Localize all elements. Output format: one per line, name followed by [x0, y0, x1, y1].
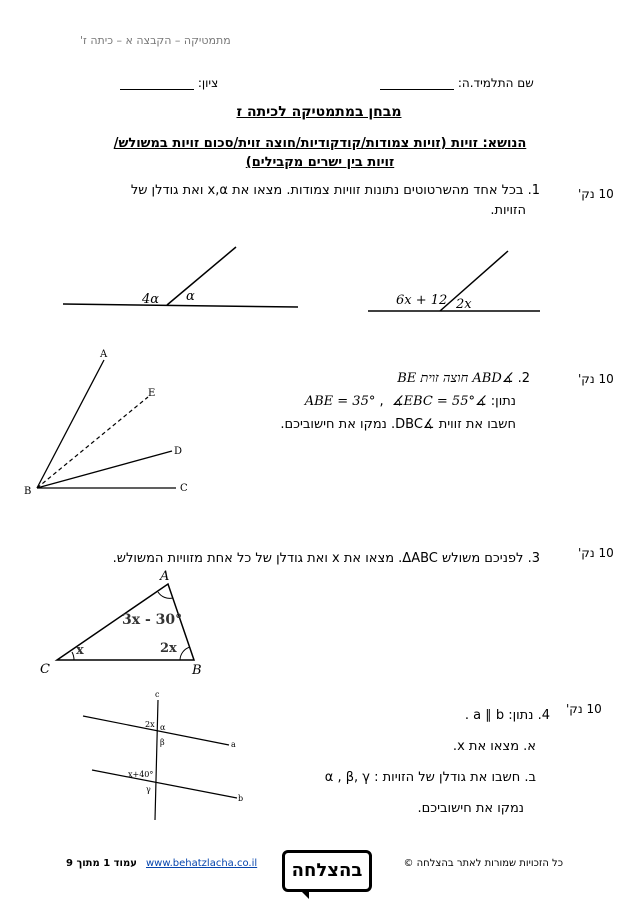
q4-label-beta: β — [160, 738, 165, 747]
q3-text-body: לפניכם משולש ΔABC. מצאו את x ואת גודלן של כל אחת מזוויות המשולש. — [112, 551, 524, 566]
q4-number: 4. — [537, 708, 550, 723]
q2-line-1: ∡ABD חוצה זוית BE — [397, 371, 514, 386]
q1-left-ray — [167, 247, 236, 305]
q4-part-a: א. מצאו את x. — [452, 739, 536, 754]
q1-left-label-a: α — [186, 289, 195, 304]
q4-points: 10 נק' — [566, 702, 602, 716]
q2-text: 2. ∡ABD חוצה זוית BE נתון: ∡ABE = 35° , ∡EBC = 55° חשבו את זווית ∡DBC. נמקו את חישוביכם. — [250, 367, 530, 436]
topic-line-2: זויות בין ישרים מקבילים) — [245, 155, 395, 170]
q1-right-label-expr: 6x + 12 — [396, 293, 448, 308]
q1-text-line-1: בכל אחד מהשרטוטים נתונות זוויות צמודות. מצאו את x,α ואת גודלן של — [130, 183, 524, 198]
q2-label-e: E — [148, 388, 156, 399]
q4-label-b: b — [238, 794, 244, 803]
q2-label-d: D — [174, 446, 183, 457]
q1-text-line-2: הזויות. — [490, 203, 526, 218]
q4-line-b — [92, 770, 237, 798]
q4-text — [300, 700, 550, 824]
q2-given-prefix: נתון: — [490, 394, 516, 409]
q4-label-alpha: α — [160, 723, 166, 732]
q3-arc-b — [180, 647, 190, 660]
q2-given-abe: ∡ABE = 35° — [304, 394, 487, 409]
q4-reason: נמקו את חישוביכם. — [417, 801, 524, 816]
q4-label-gamma: γ — [146, 785, 151, 794]
q1-points: 10 נק' — [578, 187, 614, 201]
q3-label-b: B — [192, 663, 202, 678]
q1-left-base-line — [63, 304, 298, 307]
q3-label-angle-a: 3x - 30° — [122, 612, 183, 628]
topic-line-1: הנושא: זויות (זויות צמודות/קודקודיות/חוצה זוית/סכום זויות במשולש/ — [113, 136, 527, 151]
q1-right-label-2x: 2x — [456, 297, 472, 312]
page-title: מבחן במתמטיקה לכיתה ז — [236, 104, 402, 120]
q1-right-diagram — [368, 251, 540, 312]
q1-number: 1. — [527, 183, 540, 198]
q4-label-2x: 2x — [145, 720, 155, 729]
q3-points: 10 נק' — [578, 546, 614, 560]
q3-text — [100, 549, 540, 569]
footer-url-link[interactable]: www.behatzlacha.co.il — [146, 858, 258, 869]
footer-page-number: עמוד 1 מתוך 9 — [66, 858, 137, 869]
q4-label-x40: x+40° — [128, 770, 154, 779]
q2-number: 2. — [517, 371, 530, 386]
q4-line-a — [83, 716, 229, 745]
q3-label-angle-c: x — [76, 643, 84, 658]
q1-left-diagram — [63, 247, 298, 307]
header-subject: מתמטיקה – הקבצה א – כיתה ז' — [80, 34, 231, 47]
q2-diagram — [24, 349, 188, 497]
q4-label-a: a — [231, 740, 236, 749]
q1-left-label-4a: 4α — [142, 292, 160, 307]
q3-number: 3. — [527, 551, 540, 566]
q2-line-3: חשבו את זווית ∡DBC. נמקו את חישוביכם. — [280, 417, 516, 432]
q3-label-angle-b: 2x — [160, 641, 177, 656]
q2-ray-ba — [37, 360, 104, 488]
q2-ray-be — [37, 397, 148, 488]
q3-label-a: A — [160, 569, 170, 584]
q2-label-b: B — [24, 486, 32, 497]
grade-label: ציון: — [197, 76, 219, 90]
q1-right-ray — [440, 251, 508, 311]
student-name-label: שם התלמיד.ה: — [457, 76, 534, 90]
q4-given: נתון: a ∥ b . — [464, 708, 534, 723]
q2-points: 10 נק' — [578, 372, 614, 386]
q3-label-c: C — [40, 662, 50, 677]
q3-arc-c — [72, 652, 74, 660]
q3-triangle — [40, 569, 202, 678]
footer-logo: בהצלחה — [282, 850, 372, 892]
q4-label-c: c — [155, 690, 160, 699]
q2-ray-bd — [37, 451, 172, 488]
q2-label-c: C — [180, 483, 188, 494]
q2-given-ebc: ∡EBC = 55° — [391, 394, 475, 409]
q4-diagram — [83, 690, 243, 820]
footer-copyright: כל הזכויות שמורות לאתר בהצלחה © — [403, 858, 563, 869]
q4-transversal-c — [155, 700, 158, 820]
q4-part-b: ב. חשבו את גודלן של הזויות : α , β, γ — [324, 770, 536, 785]
q2-label-a: A — [100, 349, 108, 360]
